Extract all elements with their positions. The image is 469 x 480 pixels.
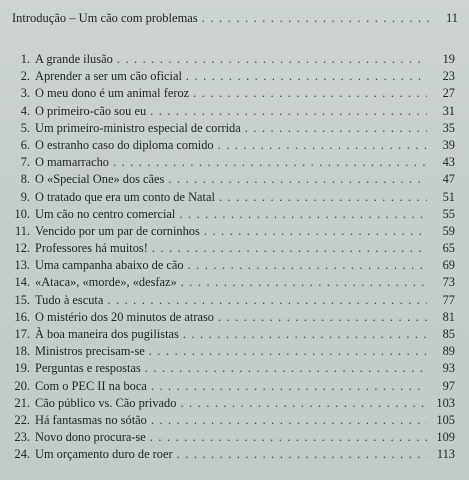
chapter-title: O estranho caso do diploma comido (35, 137, 214, 152)
toc-entry (8, 413, 455, 430)
chapter-number: 22. (14, 412, 30, 427)
chapter-page-number: 43 (442, 155, 455, 170)
toc-entry (8, 155, 455, 172)
toc-entry (8, 275, 455, 292)
chapter-list (8, 52, 455, 465)
dot-leader (183, 327, 427, 342)
toc-entry (8, 379, 455, 396)
dot-leader (168, 172, 427, 187)
toc-entry (8, 327, 455, 344)
chapter-number: 10. (14, 206, 30, 221)
toc-entry (8, 121, 455, 138)
chapter-title: Professores há muitos! (35, 241, 148, 256)
chapter-title: Novo dono procura-se (35, 430, 146, 445)
chapter-title: O mistério dos 20 minutos de atraso (35, 309, 214, 324)
toc-entry (8, 447, 455, 464)
chapter-page-number: 51 (442, 189, 455, 204)
toc-entry (8, 344, 455, 361)
dot-leader (150, 104, 427, 119)
chapter-title: Tudo à escuta (35, 292, 104, 307)
dot-leader (218, 310, 427, 325)
dot-leader (180, 396, 427, 411)
chapter-title: Há fantasmas no sótão (35, 412, 147, 427)
chapter-page-number: 77 (442, 292, 455, 307)
dot-leader (177, 447, 427, 462)
chapter-page-number: 85 (442, 327, 455, 341)
toc-entry (8, 396, 455, 413)
chapter-number: 18. (14, 344, 30, 359)
chapter-page-number: 23 (442, 69, 455, 84)
toc-entry (8, 138, 455, 155)
chapter-page-number: 81 (442, 309, 455, 324)
chapter-page-number: 109 (436, 430, 455, 445)
dot-leader (245, 121, 427, 136)
dot-leader (113, 155, 427, 170)
chapter-title: Um cão no centro comercial (35, 206, 176, 221)
dot-leader (151, 413, 427, 428)
dot-leader (117, 52, 427, 67)
entry-page-number: 11 (445, 11, 458, 25)
chapter-number: 13. (14, 258, 30, 273)
toc-entry (8, 310, 455, 327)
chapter-title: Uma campanha abaixo de cão (35, 258, 184, 273)
toc-entry (8, 172, 455, 189)
toc-entry (8, 86, 455, 103)
dot-leader (179, 207, 427, 222)
chapter-title: A grande ilusão (35, 52, 113, 66)
chapter-title: Cão público vs. Cão privado (35, 395, 177, 410)
chapter-number: 17. (14, 327, 30, 341)
chapter-page-number: 89 (442, 344, 455, 359)
dot-leader (152, 241, 427, 256)
entry-title: Introdução – Um cão com problemas (12, 11, 198, 25)
toc-entry (8, 258, 455, 275)
dot-leader (149, 344, 427, 359)
toc-entry (8, 361, 455, 378)
chapter-number: 3. (20, 86, 30, 101)
chapter-title: Um orçamento duro de roer (35, 447, 173, 462)
toc-entry (8, 293, 455, 310)
toc-entry (8, 52, 455, 69)
dot-leader (151, 379, 427, 394)
chapter-page-number: 19 (442, 52, 455, 66)
chapter-page-number: 39 (442, 137, 455, 152)
chapter-number: 8. (20, 172, 30, 187)
chapter-page-number: 105 (436, 412, 455, 427)
chapter-page-number: 59 (442, 223, 455, 238)
dot-leader (204, 224, 427, 239)
chapter-page-number: 103 (436, 395, 455, 410)
dot-leader (193, 86, 427, 101)
dot-leader (219, 190, 427, 205)
chapter-title: O meu dono é um animal feroz (35, 86, 190, 101)
chapter-title: À boa maneira dos pugilistas (35, 327, 179, 341)
dot-leader (188, 258, 427, 273)
dot-leader (107, 293, 427, 308)
toc-entry (8, 224, 455, 241)
chapter-number: 19. (14, 361, 30, 376)
toc-entry (8, 104, 455, 121)
chapter-title: Com o PEC II na boca (35, 378, 147, 393)
chapter-page-number: 65 (442, 241, 455, 256)
chapter-page-number: 93 (442, 361, 455, 376)
chapter-page-number: 113 (436, 447, 455, 462)
chapter-number: 6. (20, 137, 30, 152)
chapter-page-number: 31 (442, 103, 455, 118)
chapter-page-number: 27 (442, 86, 455, 101)
chapter-number: 5. (20, 120, 30, 135)
chapter-number: 12. (14, 241, 30, 256)
dot-leader (150, 430, 427, 445)
chapter-page-number: 73 (442, 275, 455, 290)
chapter-number: 16. (14, 309, 30, 324)
chapter-number: 15. (14, 292, 30, 307)
chapter-number: 14. (14, 275, 30, 290)
chapter-title: Um primeiro-ministro especial de corrida (35, 120, 241, 135)
chapter-number: 4. (20, 103, 30, 118)
chapter-title: O mamarracho (35, 155, 109, 170)
toc-entry-introduction (12, 11, 458, 26)
chapter-title: Perguntas e respostas (35, 361, 141, 376)
chapter-number: 9. (20, 189, 30, 204)
dot-leader (186, 69, 427, 84)
chapter-page-number: 35 (442, 120, 455, 135)
toc-entry (8, 190, 455, 207)
dot-leader (218, 138, 427, 153)
chapter-number: 24. (14, 447, 30, 462)
toc-entry (8, 69, 455, 86)
chapter-number: 7. (20, 155, 30, 170)
dot-leader (202, 11, 436, 26)
dot-leader (181, 275, 427, 290)
chapter-number: 11. (14, 223, 30, 238)
toc-entry (8, 241, 455, 258)
chapter-number: 21. (14, 395, 30, 410)
chapter-page-number: 55 (442, 206, 455, 221)
chapter-title: Aprender a ser um cão oficial (35, 69, 182, 84)
chapter-number: 2. (20, 69, 30, 84)
chapter-title: O primeiro-cão sou eu (35, 103, 147, 118)
toc-entry (8, 207, 455, 224)
chapter-page-number: 69 (442, 258, 455, 273)
chapter-title: Ministros precisam-se (35, 344, 145, 359)
chapter-title: Vencido por um par de corninhos (35, 223, 200, 238)
chapter-page-number: 47 (442, 172, 455, 187)
chapter-title: O tratado que era um conto de Natal (35, 189, 215, 204)
chapter-number: 20. (14, 378, 30, 393)
chapter-title: «Ataca», «morde», «desfaz» (35, 275, 177, 290)
chapter-number: 1. (20, 52, 30, 66)
chapter-number: 23. (14, 430, 30, 445)
chapter-page-number: 97 (442, 378, 455, 393)
dot-leader (145, 361, 427, 376)
toc-entry (8, 430, 455, 447)
chapter-title: O «Special One» dos cães (35, 172, 165, 187)
